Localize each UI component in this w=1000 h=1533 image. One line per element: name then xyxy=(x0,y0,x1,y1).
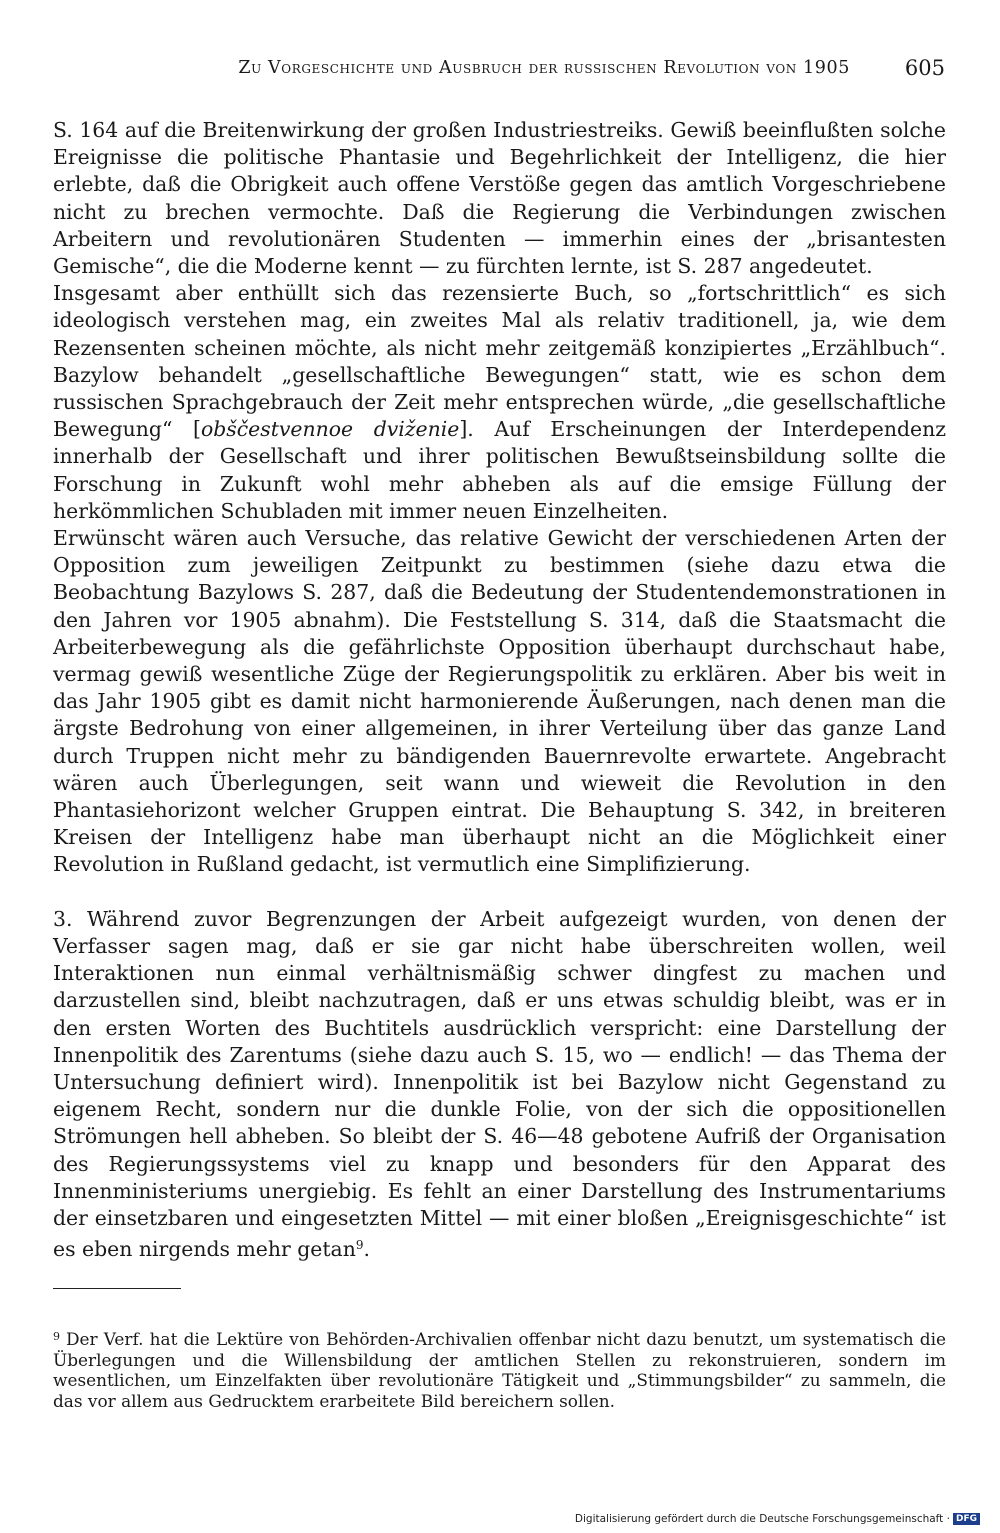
paragraph-2-text-b: ]. Auf Erscheinungen der Interdependenz innerhalb der Gesellschaft und ihrer politischen Bewußtseinsbildung sollte die Forschung in Zukunft wohl mehr abheben als auf die emsige Füllung der herkömmlichen Schubladen mit immer neuen Einzelheiten. xyxy=(53,417,946,523)
paragraph-4-text: 3. Während zuvor Begrenzungen der Arbeit aufgezeigt wurden, von denen der Verfasser sagen mag, daß er sie gar nicht habe überschreiten wollen, weil Interaktionen nun einmal verhältnismäßig schwer dingfest zu machen und darzustellen sind, bleibt nachzutragen, daß er uns etwas schuldig bleibt, was er in den ersten Worten des Buchtitels ausdrücklich verspricht: eine Darstellung der Innenpolitik des Zarentums (siehe dazu auch S. 15, wo — endlich! — das Thema der Untersuchung definiert wird). Innenpolitik ist bei Bazylow nicht Gegenstand zu eigenem Recht, sondern nur die dunkle Folie, von der sich die oppositionellen Strömungen hell abheben. So bleibt der S. 46—48 gebotene Aufriß der Organisation des Regierungssystems viel zu knapp und besonders für den Apparat des Innenministeriums unergiebig. Es fehlt an einer Darstellung des Instrumentariums der einsetzbaren und eingesetzten Mittel — mit einer bloßen „Ereignisgeschichte“ ist es eben nirgends mehr getan xyxy=(53,906,946,1262)
footnote-marker: 9 xyxy=(53,1330,60,1343)
footnote-reference: 9 xyxy=(355,1238,364,1253)
paragraph-2 xyxy=(53,280,946,525)
page-header xyxy=(52,58,945,92)
paragraph-4-end: . xyxy=(363,1237,370,1262)
dfg-logo-icon: DFG xyxy=(953,1513,980,1525)
paragraph-2-italic-term: obščestvennoe dviženie xyxy=(200,417,460,442)
footnote-text: Der Verf. hat die Lektüre von Behörden-Archivalien offenbar nicht dazu benutzt, um systematisch die Überlegungen und die Willensbildung der amtlichen Stellen zu rekonstruieren, sondern im wesentlichen, um Einzelfakten über revolutionäre Tätigkeit und „Stimmungsbilder“ zu sammeln, die das vor allem aus Gedrucktem erarbeitete Bild bereichern sollen. xyxy=(53,1329,946,1411)
main-text xyxy=(53,117,946,1263)
digitization-credit xyxy=(575,1513,980,1525)
paragraph-2-text-a: Insgesamt aber enthüllt sich das rezensierte Buch, so „fortschrittlich“ es sich ideologisch verstehen mag, ein zweites Mal als relativ traditionell, ja, wie dem Rezensenten scheinen möchte, als nicht mehr zeitgemäß konzipiertes „Erzählbuch“. Bazylow behandelt „gesellschaftliche Bewegungen“ statt, wie es schon dem russischen Sprachgebrauch der Zeit mehr entsprechen würde, „die gesellschaftliche Bewegung“ [ xyxy=(53,281,946,442)
paragraph-1: S. 164 auf die Breitenwirkung der großen Industriestreiks. Gewiß beeinflußten solche Ereignisse die politische Phantasie und Begehrlichkeit der Intelligenz, die hier erlebte, daß die Obrigkeit auch offene Verstöße gegen das amtlich Vorgeschriebene nicht zu brechen vermochte. Daß die Regierung die Verbindungen zwischen Arbeitern und revolutionären Studenten — immerhin eines der „brisantesten Gemische“, die die Moderne kennt — zu fürchten lernte, ist S. 287 angedeutet. xyxy=(53,118,946,279)
running-title: Zu Vorgeschichte und Ausbruch der russischen Revolution von 1905 xyxy=(238,58,850,78)
credit-text: Digitalisierung gefördert durch die Deutsche Forschungsgemeinschaft · xyxy=(574,1513,950,1525)
page-number: 605 xyxy=(904,56,945,80)
footnote-rule xyxy=(53,1288,181,1289)
paragraph-4 xyxy=(53,906,946,1264)
footnote xyxy=(53,1327,946,1411)
paragraph-3: Erwünscht wären auch Versuche, das relative Gewicht der verschiedenen Arten der Opposition zum jeweiligen Zeitpunkt zu bestimmen (siehe dazu etwa die Beobachtung Bazylows S. 287, daß die Bedeutung der Studentendemonstrationen in den Jahren vor 1905 abnahm). Die Feststellung S. 314, daß die Staatsmacht die Arbeiterbewegung als die gefährlichste Opposition überhaupt durchschaut habe, vermag gewiß wesentliche Züge der Regierungspolitik zu erklären. Aber bis weit in das Jahr 1905 gibt es damit nicht harmonierende Äußerungen, nach denen man die ärgste Bedrohung von einer allgemeinen, in ihrer Verteilung über das ganze Land durch Truppen nicht mehr zu bändigenden Bauernrevolte erwartete. Angebracht wären auch Überlegungen, seit wann und wieweit die Revolution in den Phantasiehorizont welcher Gruppen eintrat. Die Behauptung S. 342, in breiteren Kreisen der Intelligenz habe man überhaupt nicht an die Möglichkeit einer Revolution in Rußland gedacht, ist vermutlich eine Simplifizierung. xyxy=(53,526,946,877)
